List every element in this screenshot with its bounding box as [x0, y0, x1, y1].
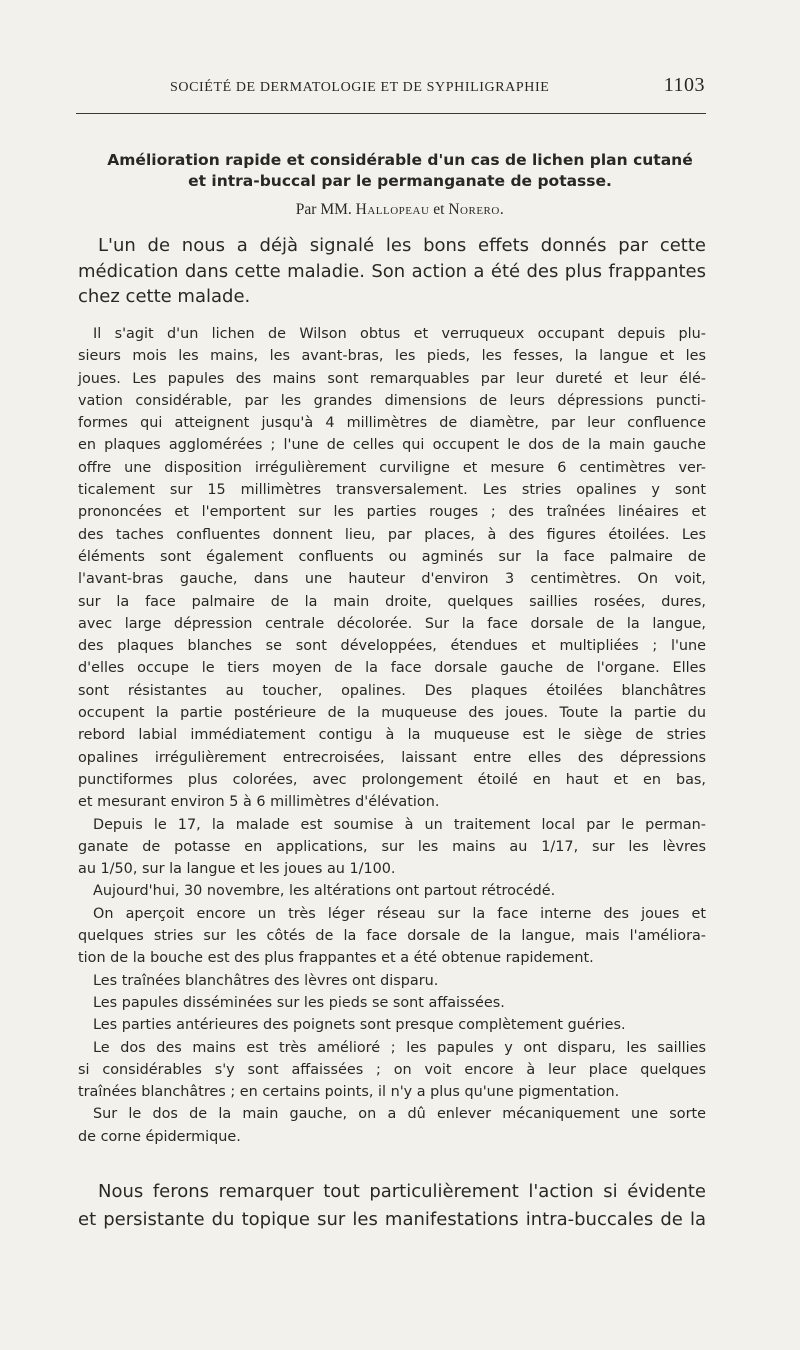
text-line: chez cette malade. [78, 286, 251, 307]
text-line: Depuis le 17, la malade est soumise à un traitement local par le perman- [93, 816, 706, 833]
text-line: tion de la bouche est des plus frappantes et a été obtenue rapidement. [78, 950, 594, 967]
text-line: prononcées et l'emportent sur les parties rouges ; des traînées linéaires et [78, 504, 706, 521]
text-line: Le dos des mains est très amélioré ; les papules y ont disparu, les saillies [93, 1039, 706, 1056]
page-number: 1103 [663, 74, 705, 96]
authors-prefix: Par MM. [295, 201, 352, 218]
text-line: On aperçoit encore un très léger réseau sur la face interne des joues et [93, 905, 706, 922]
text-line: rebord labial immédiatement contigu à la muqueuse est le siège de stries [78, 727, 706, 744]
text-line: si considérables s'y sont affaissées ; on voit encore à leur place quelques [78, 1061, 706, 1078]
text-line: au 1/50, sur la langue et les joues au 1/100. [78, 861, 396, 878]
text-line: sieurs mois les mains, les avant-bras, les pieds, les fesses, la langue et les [78, 348, 706, 365]
text-line: punctiformes plus colorées, avec prolongement étoilé en haut et en bas, [78, 771, 706, 788]
text-line: joues. Les papules des mains sont remarquables par leur dureté et leur élé- [78, 370, 706, 387]
article-title [60, 150, 740, 192]
text-line: et persistante du topique sur les manifestations intra-buccales de la [78, 1209, 706, 1230]
text-line: vation considérable, par les grandes dimensions de leurs dépressions puncti- [78, 392, 706, 409]
text-line: traînées blanchâtres ; en certains points, il n'y a plus qu'une pigmentation. [78, 1084, 620, 1101]
text-line: Les parties antérieures des poignets sont presque complètement guéries. [93, 1017, 626, 1034]
author-norero: Norero. [448, 201, 505, 218]
text-line: opalines irrégulièrement entrecroisées, laissant entre elles des dépressions [78, 749, 706, 766]
text-line: Aujourd'hui, 30 novembre, les altérations ont partout rétrocédé. [93, 883, 556, 900]
text-line: sur la face palmaire de la main droite, quelques saillies rosées, dures, [78, 593, 706, 610]
closing-paragraph [78, 1178, 706, 1234]
text-line: des taches confluentes donnent lieu, par places, à des figures étoilées. Les [78, 526, 706, 543]
text-line: formes qui atteignent jusqu'à 4 millimètres de diamètre, par leur confluence [78, 415, 706, 432]
text-line: occupent la partie postérieure de la muqueuse des joues. Toute la partie du [78, 705, 706, 722]
text-line: Sur le dos de la main gauche, on a dû enlever mécaniquement une sorte [93, 1106, 706, 1123]
author-hallopeau: Hallopeau [355, 201, 430, 218]
text-line: l'avant-bras gauche, dans une hauteur d'environ 3 centimètres. On voit, [78, 571, 706, 588]
authors-conjunction: et [433, 201, 445, 218]
text-line: d'elles occupe le tiers moyen de la face dorsale gauche de l'organe. Elles [78, 660, 706, 677]
title-line-2: et intra-buccal par le permanganate de potasse. [188, 172, 612, 190]
article-authors [100, 201, 700, 219]
text-line: médication dans cette maladie. Son action a été des plus frappantes [78, 260, 706, 282]
text-line: des plaques blanches se sont développées, étendues et multipliées ; l'une [78, 638, 706, 655]
text-line: quelques stries sur les côtés de la face dorsale de la langue, mais l'améliora- [78, 928, 706, 945]
lead-paragraph [78, 233, 706, 310]
text-line: et mesurant environ 5 à 6 millimètres d'élévation. [78, 794, 440, 811]
text-line: en plaques agglomérées ; l'une de celles qui occupent le dos de la main gauche [78, 437, 706, 454]
text-line: sont résistantes au toucher, opalines. Des plaques étoilées blanchâtres [78, 682, 706, 699]
text-line: Les traînées blanchâtres des lèvres ont disparu. [93, 972, 439, 989]
text-line: éléments sont également confluents ou agminés sur la face palmaire de [78, 548, 706, 565]
text-line: ganate de potasse en applications, sur les mains au 1/17, sur les lèvres [78, 838, 706, 855]
text-line: L'un de nous a déjà signalé les bons effets donnés par cette [98, 235, 706, 256]
title-line-1: Amélioration rapide et considérable d'un cas de lichen plan cutané [107, 151, 693, 169]
header-rule [76, 113, 706, 114]
text-line: Nous ferons remarquer tout particulièrement l'action si évidente [98, 1181, 706, 1202]
text-line: avec large dépression centrale décolorée. Sur la face dorsale de la langue, [78, 615, 706, 632]
page-header [75, 76, 707, 100]
text-line: de corne épidermique. [78, 1128, 241, 1145]
text-line: Il s'agit d'un lichen de Wilson obtus et verruqueux occupant depuis plu- [93, 326, 706, 342]
running-head: SOCIÉTÉ DE DERMATOLOGIE ET DE SYPHILIGRAPHIE [170, 80, 550, 95]
text-line: ticalement sur 15 millimètres transversalement. Les stries opalines y sont [78, 482, 706, 499]
text-line: offre une disposition irrégulièrement curviligne et mesure 6 centimètres ver- [78, 459, 706, 476]
text-line: Les papules disséminées sur les pieds se sont affaissées. [93, 994, 505, 1011]
article-body [78, 323, 706, 1148]
